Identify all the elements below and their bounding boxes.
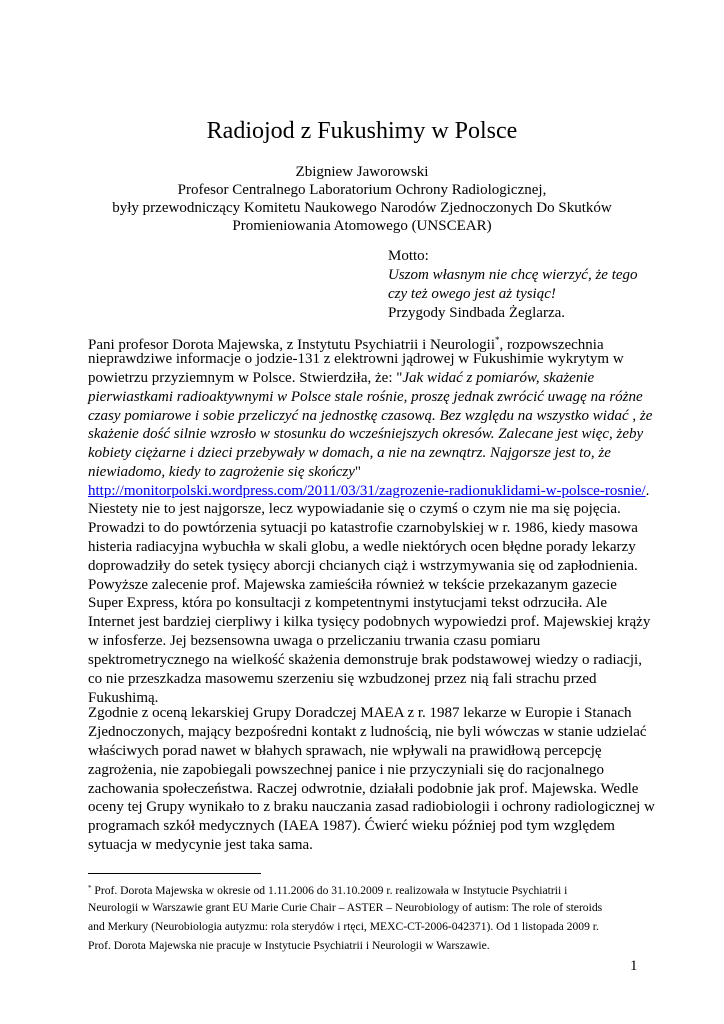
text-segment: w infosferze. Jej bezsensowna uwaga o przeliczaniu trwania czasu pomiaru: [88, 633, 541, 650]
text-segment: Internet jest bardziej cierpliwy i kilka tysięcy podobnych wypowiedzi prof. Majewskiej krąży: [88, 614, 651, 631]
text-line: [88, 331, 652, 353]
text-line: [88, 613, 650, 632]
text-segment: Fukushimą.: [88, 689, 159, 706]
text-segment: zachowania społeczeństwa. Raczej odwrotnie, działali podobnie jak prof. Majewska. Wedle: [88, 780, 639, 797]
text-segment: Powyższe zalecenie prof. Majewska zamieściła również w tekście przekazanym gazecie: [88, 576, 617, 593]
text-segment: kobiety ciężarne i dzieci przebywały w domach, a nie na zewnątrz. Najgorsze jest to, że: [88, 445, 611, 462]
author-affiliation: Promieniowania Atomowego (UNSCEAR): [232, 218, 492, 234]
text-segment: Super Express, która po konsultacji z kompetentnymi instytucjami tekst odrzuciła. Ale: [88, 595, 608, 612]
text-segment: co nie przeszkadza masowemu szerzeniu się wzbudzonej przez nią fali strachu przed: [88, 671, 597, 688]
text-segment: Prof. Dorota Majewska nie pracuje w Instytucie Psychiatrii i Neurologii w Warszawie.: [88, 938, 490, 952]
text-line: [88, 761, 655, 780]
text-line: [88, 918, 602, 937]
text-segment: Uszom własnym nie chcę wierzyć, że tego: [388, 266, 638, 283]
text-line: [88, 388, 652, 407]
author-name: Zbigniew Jaworowski: [295, 164, 429, 180]
text-segment: Prof. Dorota Majewska w okresie od 1.11.2006 do 31.10.2009 r. realizowała w Instytucie Psychiatrii i: [91, 884, 568, 897]
text-segment: Prowadzi to do powtórzenia sytuacji po katastrofie czarnobylskiej w r. 1986, kiedy masowa: [88, 519, 638, 536]
footnote-marker: *: [88, 884, 92, 892]
footnote-separator: [88, 873, 261, 874]
text-segment: histeria radiacyjna wybuchła w skali globu, a wedle niektórych ocen błędne porady lekarzy: [88, 538, 636, 555]
text-line: [388, 304, 638, 323]
text-segment: niewiadomo, kiedy to zagrożenie się skończy: [88, 464, 355, 481]
text-segment: , rozpowszechnia: [499, 337, 604, 353]
text-segment: Neurologii w Warszawie grant EU Marie Curie Chair – ASTER – Neurobiology of autism: The role of steroids: [88, 900, 603, 914]
text-segment: sytuacja w medycynie jest taka sama.: [88, 837, 313, 854]
text-line: [388, 247, 638, 266]
text-segment: and Merkury (Neurobiologia autyzmu: rola sterydów i rtęci, MEXC-CT-2006-042371). Od 1 listopada 2009 r.: [88, 919, 599, 933]
text-line: [88, 780, 655, 799]
text-line: [88, 937, 602, 956]
text-segment: Motto:: [388, 248, 429, 264]
text-segment: powietrzu przyziemnym w Polsce. Stwierdziła, że: ": [88, 369, 403, 386]
text-line: [88, 407, 652, 426]
text-segment: oceny tej Grupy wynikało to z braku nauczania zasad radiobiologii i ochrony radiologicznej w: [88, 799, 655, 816]
text-line: [88, 350, 652, 369]
text-line: [88, 557, 650, 576]
text-segment: właściwych porad nawet w błahych sprawach, nie wpływali na prawidłową percepcję: [88, 742, 602, 759]
text-segment: Niestety nie to jest najgorsze, lecz wypowiadanie się o czymś o czym nie ma się pojęcia.: [88, 501, 621, 517]
text-line: [88, 880, 602, 899]
page-number: 1: [630, 958, 638, 974]
text-segment: skażenie dość silnie wzrosło w stosunku do wcześniejszych okresów. Zalecane jest więc, żeby: [88, 426, 644, 443]
text-line: [88, 899, 602, 918]
text-segment: nieprawdziwe informacje o jodzie-131 z elektrowni jądrowej w Fukushimie wykrytym w: [88, 350, 624, 367]
text-segment: Zjednoczonych, mający bezpośredni kontakt z ludnością, nie byli wówczas w stanie udzielać: [88, 723, 647, 740]
text-segment: .: [645, 483, 650, 500]
text-line: [88, 742, 655, 761]
text-line: [88, 670, 650, 689]
text-segment: Przygody Sindbada Żeglarza.: [388, 304, 566, 321]
text-line: [388, 285, 638, 304]
text-segment: ": [354, 464, 362, 481]
text-line: [88, 519, 650, 538]
author-block: [0, 163, 724, 235]
text-line: [88, 425, 652, 444]
text-segment: Pani profesor Dorota Majewska, z Instytutu Psychiatrii i Neurologii: [88, 337, 496, 353]
text-line: [88, 369, 652, 388]
text-line: [88, 463, 652, 482]
text-line: [88, 723, 655, 742]
text-segment: doprowadziły do setek tysięcy aborcji chcianych ciąż i wstrzymywania się od zapłodnienia.: [88, 557, 638, 574]
text-segment: Zgodnie z oceną lekarskiej Grupy Doradczej MAEA z r. 1987 lekarze w Europie i Stanach: [88, 705, 632, 721]
text-line: [88, 576, 650, 595]
source-link[interactable]: http://monitorpolski.wordpress.com/2011/03/31/zagrozenie-radionuklidami-w-polsce-rosnie/: [88, 483, 646, 500]
document-title: Radiojod z Fukushimy w Polsce: [206, 118, 518, 144]
footnote: [88, 880, 602, 956]
text-line: [88, 538, 650, 557]
text-segment: spektrometrycznego na wielkość skażenia demonstruje brak podstawowej wiedzy o radiacji,: [88, 652, 642, 669]
text-line: [88, 704, 655, 723]
text-line: [88, 444, 652, 463]
motto: [388, 247, 638, 323]
text-line: [88, 651, 650, 670]
text-line: [88, 500, 650, 519]
text-line: [88, 798, 655, 817]
paragraph-1: [88, 331, 652, 501]
text-segment: czy też owego jest aż tysiąc!: [388, 285, 556, 302]
text-line: [88, 632, 650, 651]
author-affiliation: Profesor Centralnego Laboratorium Ochrony Radiologicznej,: [177, 182, 547, 198]
author-affiliation: były przewodniczący Komitetu Naukowego Narodów Zjednoczonych Do Skutków: [112, 200, 612, 216]
footnote-marker: *: [495, 335, 500, 345]
text-line: [88, 594, 650, 613]
paragraph-2: [88, 500, 650, 708]
text-line: [88, 482, 652, 501]
text-line: [88, 817, 655, 836]
text-line: [88, 836, 655, 855]
text-line: [388, 266, 638, 285]
paragraph-3: [88, 704, 655, 855]
text-segment: pierwiastkami radioaktywnymi w Polsce stale rośnie, proszę jednak zwrócić uwagę na różne: [88, 388, 643, 405]
text-segment: czasy pomiarowe i sobie przeliczyć na jednostkę czasową. Bez względu na wszystko widać , że: [88, 407, 653, 424]
text-segment: programach szkół medycznych (IAEA 1987). Ćwierć wieku później pod tym względem: [88, 818, 615, 835]
text-segment: zagrożenia, nie zapobiegali powszechnej panice i nie przyczyniali się do racjonalnego: [88, 761, 605, 778]
text-segment: Jak widać z pomiarów, skażenie: [402, 369, 595, 386]
